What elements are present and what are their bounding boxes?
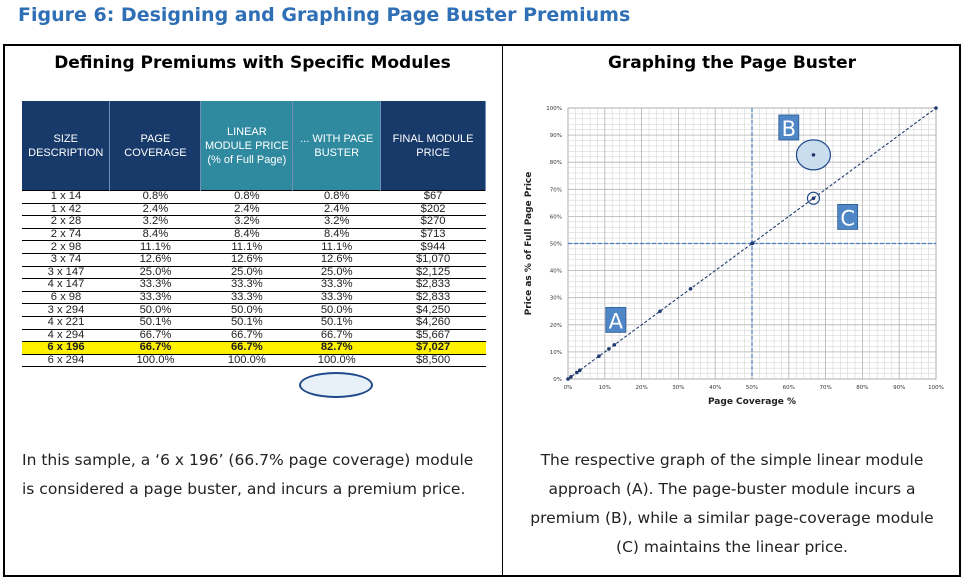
x-tick-label: 90% bbox=[893, 385, 906, 391]
x-tick-label: 70% bbox=[819, 385, 832, 391]
cell-final-price: $5,667 bbox=[381, 329, 486, 342]
cell-size: 6 x 294 bbox=[22, 354, 110, 367]
cell-buster-price: 2.4% bbox=[293, 203, 381, 216]
y-tick-label: 60% bbox=[549, 214, 562, 221]
table-row bbox=[22, 253, 486, 266]
premium-table bbox=[22, 101, 486, 367]
cell-buster-price: 11.1% bbox=[293, 241, 381, 254]
cell-final-price: $8,500 bbox=[381, 354, 486, 367]
table-header-row bbox=[22, 101, 486, 191]
data-point bbox=[689, 287, 693, 291]
x-tick-label: 80% bbox=[856, 385, 869, 391]
cell-linear-price: 11.1% bbox=[201, 241, 293, 254]
cell-size: 4 x 294 bbox=[22, 329, 110, 342]
cell-final-price: $7,027 bbox=[381, 342, 486, 355]
cell-linear-price: 0.8% bbox=[201, 191, 293, 204]
cell-coverage: 12.6% bbox=[110, 253, 201, 266]
cell-buster-price: 33.3% bbox=[293, 291, 381, 304]
cell-coverage: 50.0% bbox=[110, 304, 201, 317]
header-linear-price: LINEAR MODULE PRICE (% of Full Page) bbox=[201, 101, 293, 191]
y-axis-label: Price as % of Full Page Price bbox=[524, 171, 534, 316]
cell-buster-price: 50.1% bbox=[293, 316, 381, 329]
table-row bbox=[22, 228, 486, 241]
right-caption-line: (C) maintains the linear price. bbox=[616, 538, 848, 556]
cell-coverage: 25.0% bbox=[110, 266, 201, 279]
y-tick-label: 80% bbox=[549, 160, 562, 167]
table-row bbox=[22, 316, 486, 329]
cell-size: 3 x 74 bbox=[22, 253, 110, 266]
y-tick-label: 100% bbox=[546, 106, 562, 112]
cell-linear-price: 3.2% bbox=[201, 216, 293, 229]
page-buster-chart bbox=[511, 93, 951, 418]
left-panel-title: Defining Premiums with Specific Modules bbox=[54, 53, 451, 73]
data-point bbox=[613, 343, 617, 347]
header-page-buster: ... WITH PAGE BUSTER bbox=[293, 101, 381, 191]
callout-label-b: B bbox=[781, 116, 797, 141]
data-point bbox=[578, 369, 582, 373]
cell-linear-price: 50.0% bbox=[201, 304, 293, 317]
data-point bbox=[597, 354, 601, 358]
cell-coverage: 2.4% bbox=[110, 203, 201, 216]
cell-final-price: $2,833 bbox=[381, 279, 486, 292]
cell-final-price: $1,070 bbox=[381, 253, 486, 266]
cell-final-price: $4,250 bbox=[381, 304, 486, 317]
left-caption bbox=[22, 446, 497, 504]
data-point bbox=[812, 196, 816, 200]
cell-linear-price: 100.0% bbox=[201, 354, 293, 367]
data-point bbox=[751, 241, 755, 245]
cell-size: 6 x 196 bbox=[22, 342, 110, 355]
cell-size: 6 x 98 bbox=[22, 291, 110, 304]
cell-size: 4 x 221 bbox=[22, 316, 110, 329]
cell-size: 1 x 42 bbox=[22, 203, 110, 216]
table-row bbox=[22, 266, 486, 279]
right-panel-title: Graphing the Page Buster bbox=[607, 53, 857, 73]
y-tick-label: 30% bbox=[549, 295, 562, 302]
cell-linear-price: 33.3% bbox=[201, 279, 293, 292]
cell-coverage: 100.0% bbox=[110, 354, 201, 367]
cell-buster-price: 100.0% bbox=[293, 354, 381, 367]
x-tick-label: 30% bbox=[672, 385, 685, 391]
table-row bbox=[22, 279, 486, 292]
table-row bbox=[22, 354, 486, 367]
figure-title: Figure 6: Designing and Graphing Page Buster Premiums bbox=[18, 4, 631, 26]
cell-buster-price: 12.6% bbox=[293, 253, 381, 266]
cell-coverage: 8.4% bbox=[110, 228, 201, 241]
cell-buster-price: 0.8% bbox=[293, 191, 381, 204]
left-caption-line: is considered a page buster, and incurs a premium price. bbox=[22, 480, 466, 498]
cell-linear-price: 2.4% bbox=[201, 203, 293, 216]
y-tick-label: 50% bbox=[549, 241, 562, 248]
premium-data-point bbox=[812, 153, 816, 157]
x-axis-label: Page Coverage % bbox=[707, 397, 797, 407]
callout-label-c: C bbox=[840, 206, 856, 231]
table-row bbox=[22, 191, 486, 204]
cell-final-price: $4,260 bbox=[381, 316, 486, 329]
y-tick-label: 40% bbox=[549, 268, 562, 275]
cell-buster-price: 8.4% bbox=[293, 228, 381, 241]
cell-coverage: 33.3% bbox=[110, 279, 201, 292]
table-row bbox=[22, 203, 486, 216]
cell-size: 3 x 294 bbox=[22, 304, 110, 317]
header-page-coverage: PAGE COVERAGE bbox=[110, 101, 201, 191]
cell-coverage: 33.3% bbox=[110, 291, 201, 304]
cell-coverage: 11.1% bbox=[110, 241, 201, 254]
table-row bbox=[22, 291, 486, 304]
cell-final-price: $2,125 bbox=[381, 266, 486, 279]
cell-linear-price: 25.0% bbox=[201, 266, 293, 279]
cell-linear-price: 50.1% bbox=[201, 316, 293, 329]
table-row bbox=[22, 342, 486, 355]
cell-buster-price: 66.7% bbox=[293, 329, 381, 342]
cell-buster-price: 3.2% bbox=[293, 216, 381, 229]
cell-linear-price: 8.4% bbox=[201, 228, 293, 241]
x-tick-label: 0% bbox=[563, 385, 573, 391]
data-point bbox=[607, 347, 611, 351]
cell-coverage: 66.7% bbox=[110, 342, 201, 355]
cell-size: 2 x 98 bbox=[22, 241, 110, 254]
cell-size: 1 x 14 bbox=[22, 191, 110, 204]
cell-final-price: $2,833 bbox=[381, 291, 486, 304]
right-caption-line: approach (A). The page-buster module incurs a bbox=[548, 480, 916, 498]
table-row bbox=[22, 216, 486, 229]
cell-linear-price: 66.7% bbox=[201, 329, 293, 342]
cell-buster-price: 25.0% bbox=[293, 266, 381, 279]
header-size-description: SIZE DESCRIPTION bbox=[22, 101, 110, 191]
left-caption-line: In this sample, a ‘6 x 196’ (66.7% page coverage) module bbox=[22, 451, 474, 469]
right-caption-line: The respective graph of the simple linear module bbox=[540, 451, 924, 469]
data-point bbox=[658, 309, 662, 313]
x-tick-label: 40% bbox=[709, 385, 722, 391]
x-tick-label: 50% bbox=[745, 385, 759, 391]
y-tick-label: 10% bbox=[549, 349, 562, 356]
cell-size: 2 x 28 bbox=[22, 216, 110, 229]
cell-coverage: 50.1% bbox=[110, 316, 201, 329]
data-point bbox=[566, 377, 570, 381]
cell-coverage: 66.7% bbox=[110, 329, 201, 342]
header-final-price: FINAL MODULE PRICE bbox=[381, 101, 486, 191]
x-tick-label: 20% bbox=[635, 385, 648, 391]
y-tick-label: 0% bbox=[553, 377, 562, 383]
table-row bbox=[22, 241, 486, 254]
data-point bbox=[569, 375, 573, 379]
cell-final-price: $713 bbox=[381, 228, 486, 241]
cell-final-price: $270 bbox=[381, 216, 486, 229]
cell-coverage: 3.2% bbox=[110, 216, 201, 229]
cell-buster-price: 82.7% bbox=[293, 342, 381, 355]
cell-buster-price: 50.0% bbox=[293, 304, 381, 317]
cell-final-price: $202 bbox=[381, 203, 486, 216]
cell-linear-price: 33.3% bbox=[201, 291, 293, 304]
cell-final-price: $944 bbox=[381, 241, 486, 254]
cell-linear-price: 66.7% bbox=[201, 342, 293, 355]
y-tick-label: 20% bbox=[549, 322, 562, 329]
x-tick-label: 10% bbox=[598, 385, 611, 391]
table-body bbox=[22, 191, 486, 367]
x-tick-label: 100% bbox=[928, 385, 944, 391]
table-row bbox=[22, 304, 486, 317]
premium-highlight-ellipse bbox=[299, 372, 373, 398]
cell-buster-price: 33.3% bbox=[293, 279, 381, 292]
table-row bbox=[22, 329, 486, 342]
y-tick-label: 90% bbox=[549, 133, 562, 140]
data-point bbox=[934, 106, 938, 110]
cell-coverage: 0.8% bbox=[110, 191, 201, 204]
right-caption-line: premium (B), while a similar page-coverage module bbox=[530, 509, 934, 527]
cell-linear-price: 12.6% bbox=[201, 253, 293, 266]
cell-size: 2 x 74 bbox=[22, 228, 110, 241]
right-caption bbox=[503, 446, 961, 562]
y-tick-label: 70% bbox=[549, 187, 562, 194]
callout-label-a: A bbox=[608, 309, 624, 334]
data-point bbox=[575, 371, 579, 375]
x-tick-label: 60% bbox=[782, 385, 795, 391]
cell-size: 3 x 147 bbox=[22, 266, 110, 279]
cell-size: 4 x 147 bbox=[22, 279, 110, 292]
cell-final-price: $67 bbox=[381, 191, 486, 204]
